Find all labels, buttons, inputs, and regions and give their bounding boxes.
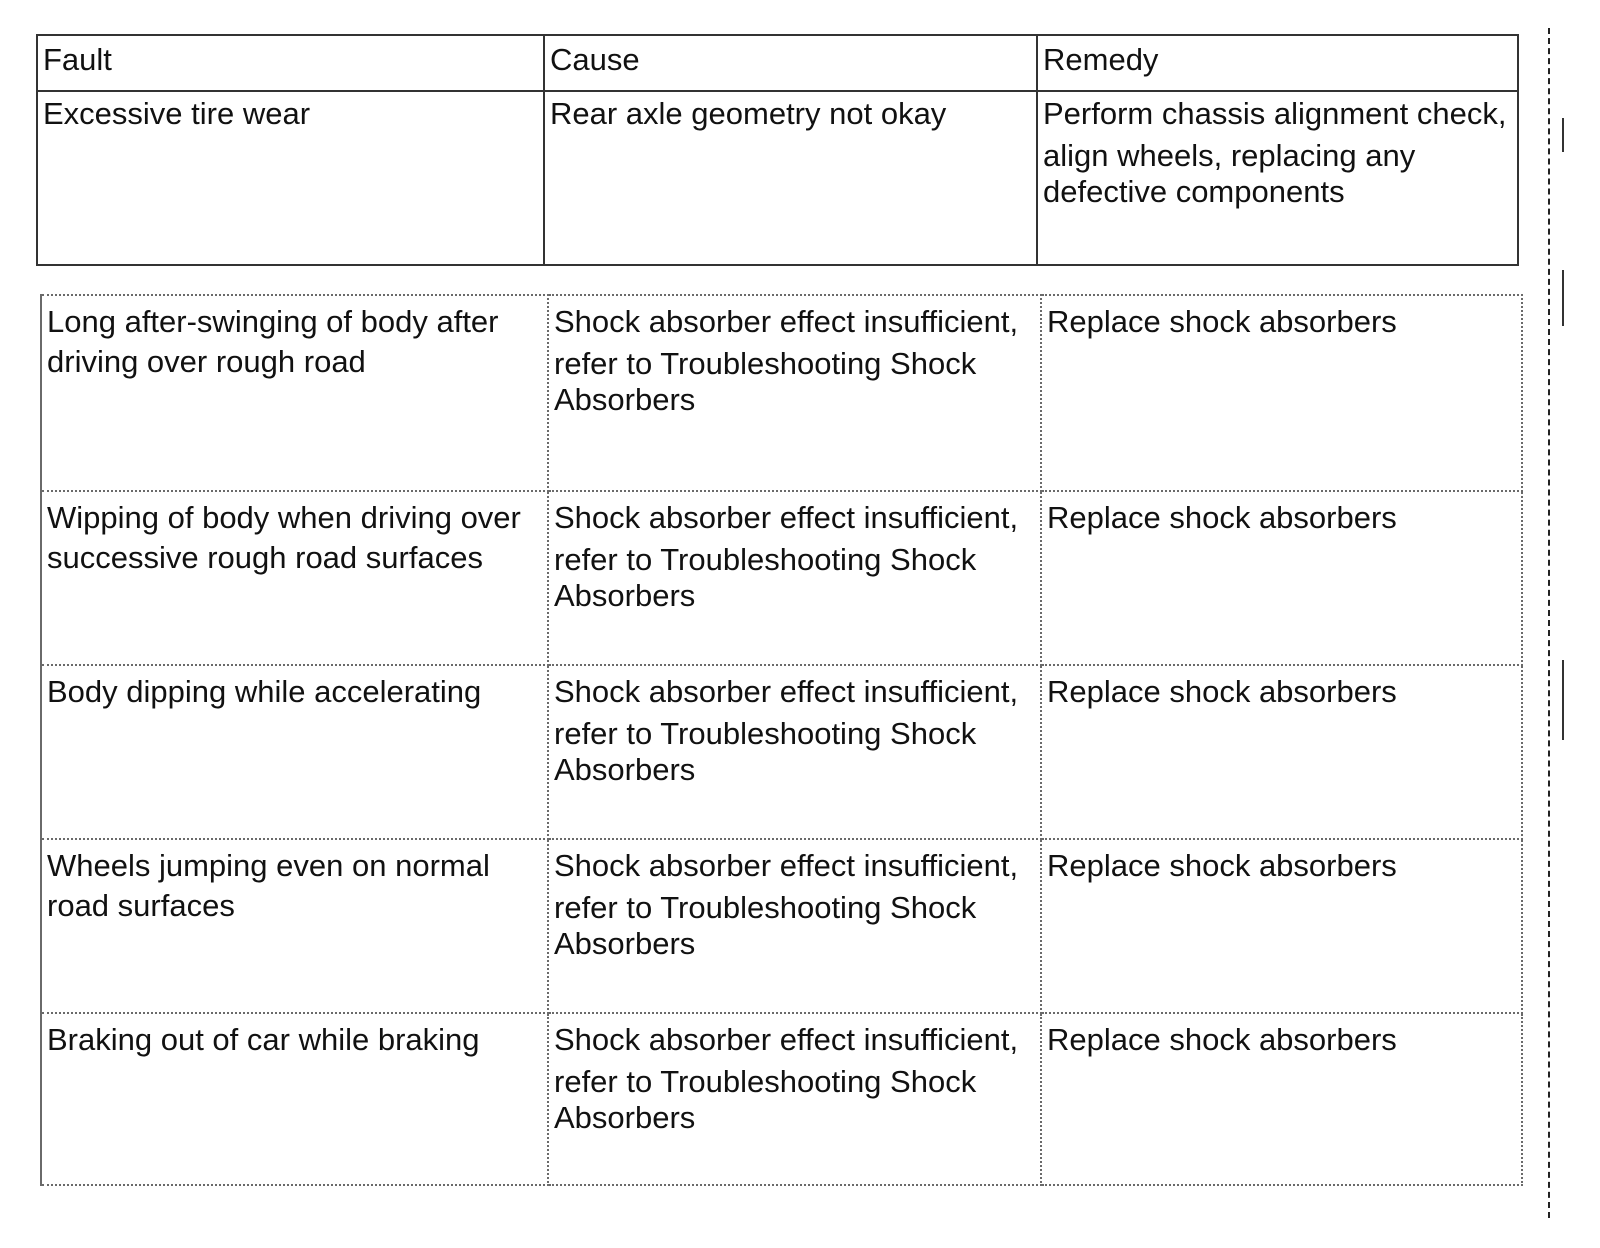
page-edge-line	[1548, 28, 1550, 1218]
table-row	[41, 491, 1522, 665]
remedy-cell: Replace shock absorbers	[1041, 1013, 1522, 1185]
table-row	[41, 839, 1522, 1013]
table-header-row	[37, 35, 1518, 91]
cause-cell: Rear axle geometry not okay	[544, 91, 1037, 265]
remedy-line: align wheels, replacing any defective components	[1043, 138, 1416, 209]
header-cause: Cause	[544, 35, 1037, 91]
cause-line: refer to Troubleshooting Shock Absorbers	[554, 542, 977, 613]
cause-cell	[548, 665, 1041, 839]
cause-line: refer to Troubleshooting Shock Absorbers	[554, 716, 977, 787]
troubleshooting-table-top	[36, 34, 1519, 266]
cause-cell	[548, 295, 1041, 491]
remedy-cell: Replace shock absorbers	[1041, 491, 1522, 665]
remedy-cell	[1037, 91, 1518, 265]
cause-line: Shock absorber effect insufficient,	[554, 304, 1019, 339]
remedy-cell: Replace shock absorbers	[1041, 295, 1522, 491]
cause-line: refer to Troubleshooting Shock Absorbers	[554, 346, 977, 417]
cause-line: Shock absorber effect insufficient,	[554, 848, 1019, 883]
remedy-cell: Replace shock absorbers	[1041, 665, 1522, 839]
cause-line: Shock absorber effect insufficient,	[554, 500, 1019, 535]
fault-cell: Body dipping while accelerating	[41, 665, 548, 839]
cause-line: refer to Troubleshooting Shock Absorbers	[554, 1064, 977, 1135]
scan-mark	[1562, 118, 1564, 152]
remedy-cell: Replace shock absorbers	[1041, 839, 1522, 1013]
table-row	[41, 295, 1522, 491]
header-remedy: Remedy	[1037, 35, 1518, 91]
cause-line: Shock absorber effect insufficient,	[554, 1022, 1019, 1057]
table-row	[37, 91, 1518, 265]
remedy-line: Perform chassis alignment check,	[1043, 96, 1507, 131]
fault-cell: Wheels jumping even on normal road surfaces	[41, 839, 548, 1013]
header-fault: Fault	[37, 35, 544, 91]
scan-mark	[1562, 660, 1564, 740]
troubleshooting-table-bottom	[40, 294, 1523, 1186]
scan-mark	[1562, 270, 1564, 326]
cause-cell	[548, 491, 1041, 665]
cause-cell	[548, 839, 1041, 1013]
fault-cell: Excessive tire wear	[37, 91, 544, 265]
table-row	[41, 665, 1522, 839]
cause-line: refer to Troubleshooting Shock Absorbers	[554, 890, 977, 961]
cause-cell	[548, 1013, 1041, 1185]
fault-cell: Long after-swinging of body after driving over rough road	[41, 295, 548, 491]
fault-cell: Braking out of car while braking	[41, 1013, 548, 1185]
fault-cell: Wipping of body when driving over successive rough road surfaces	[41, 491, 548, 665]
table-row	[41, 1013, 1522, 1185]
cause-line: Shock absorber effect insufficient,	[554, 674, 1019, 709]
